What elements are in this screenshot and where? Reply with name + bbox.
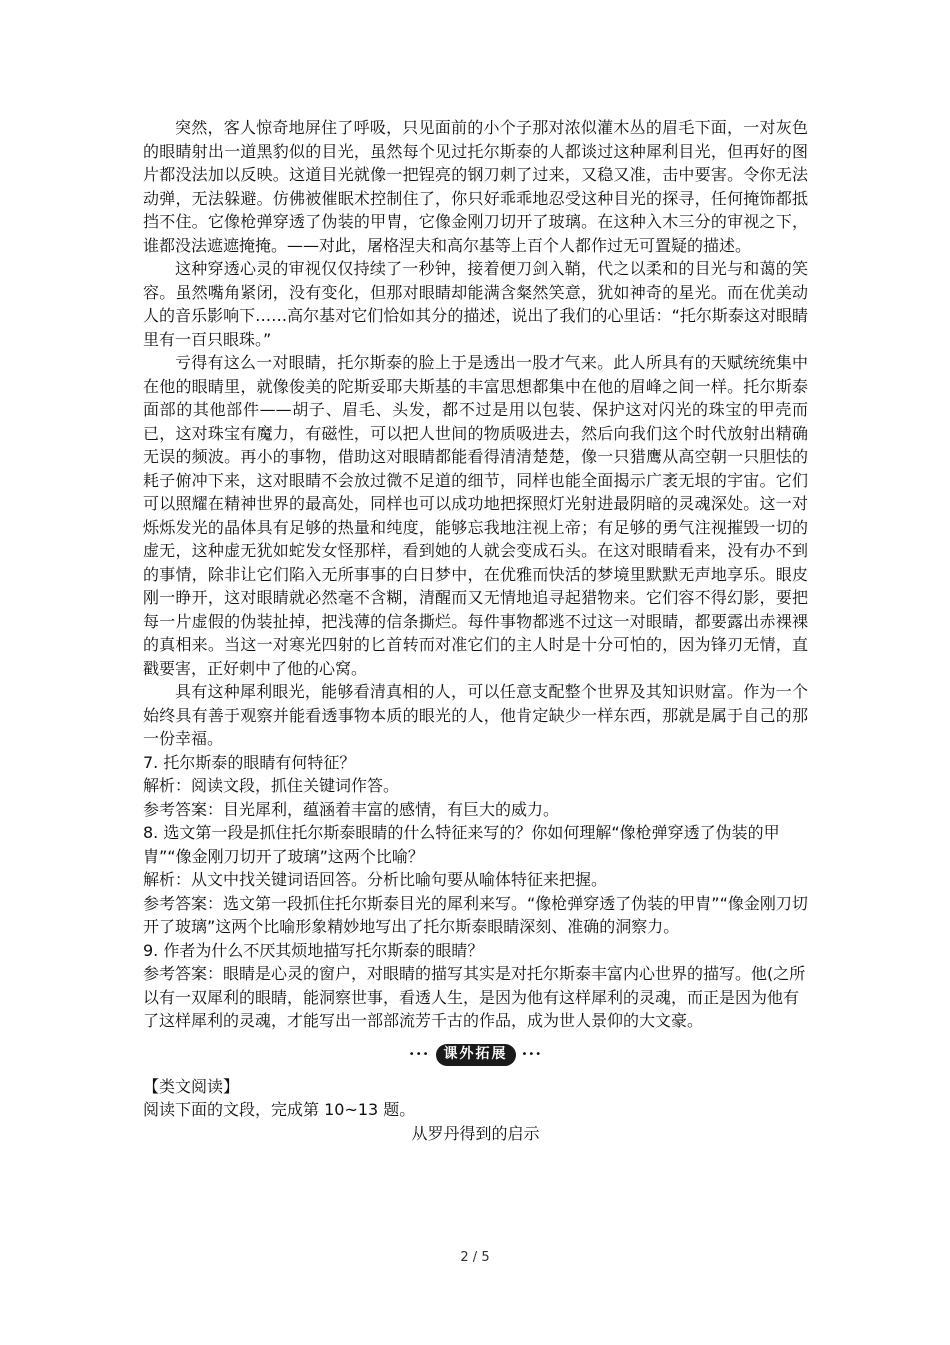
answer-8: 参考答案：选文第一段抓住托尔斯泰目光的犀利来写。“像枪弹穿透了伪装的甲胄”“像金刚刀切开了玻璃”这两个比喻形象精妙地写出了托尔斯泰眼睛深刻、准确的洞察力。 xyxy=(143,893,808,936)
section-divider xyxy=(143,1043,808,1067)
extension-badge: 课外拓展 xyxy=(436,1044,516,1066)
document-body xyxy=(143,116,808,1145)
analysis-7: 解析：阅读文段，抓住关键词作答。 xyxy=(143,776,400,795)
answer-9: 参考答案：眼睛是心灵的窗户，对眼睛的描写其实是对托尔斯泰丰富内心世界的描写。他(之所以有一双犀利的眼睛，能洞察世事，看透人生，是因为他有这样犀利的灵魂，而正是因为他有了这样犀利的灵魂，才能写出一部部流芳千古的作品，成为世人景仰的大文豪。 xyxy=(143,964,806,1030)
question-9: 9. 作者为什么不厌其烦地描写托尔斯泰的眼睛？ xyxy=(143,940,484,960)
paragraph-4: 具有这种犀利眼光，能够看清真相的人，可以任意支配整个世界及其知识财富。作为一个始终具有善于观察并能看透事物本质的眼光的人，他肯定缺少一样东西，那就是属于自己的那一份幸福。 xyxy=(143,682,808,748)
answer-7: 参考答案：目光犀利，蕴涵着丰富的感情，有巨大的威力。 xyxy=(143,799,560,819)
question-8: 8. 选文第一段是抓住托尔斯泰眼睛的什么特征来写的？你如何理解“像枪弹穿透了伪装的甲胄”“像金刚刀切开了玻璃”这两个比喻？ xyxy=(143,823,780,866)
section-instruction: 阅读下面的文段，完成第 10~13 题。 xyxy=(143,1100,416,1119)
divider-dots-left: ••• xyxy=(408,1048,430,1060)
paragraph-1: 突然，客人惊奇地屏住了呼吸，只见面前的小个子那对浓似灌木丛的眉毛下面，一对灰色的眼睛射出一道黑豹似的目光，虽然每个见过托尔斯泰的人都谈过这种犀利目光，但再好的图片都没法加以反映。这道目光就像一把锃亮的钢刀刺了过来，又稳又准，击中要害。令你无法动弹，无法躲避。仿佛被催眠术控制住了，你只好乖乖地忍受这种目光的探寻，任何掩饰都抵挡不住。它像枪弹穿透了伪装的甲胄，它像金刚刀切开了玻璃。在这种入木三分的审视之下，谁都没法遮遮掩掩。——对此，屠格涅夫和高尔基等上百个人都作过无可置疑的描述。 xyxy=(143,118,808,255)
question-7: 7. 托尔斯泰的眼睛有何特征？ xyxy=(143,752,356,772)
divider-dots-right: ••• xyxy=(521,1048,543,1060)
page-number: 2 / 5 xyxy=(460,1250,490,1265)
article-title: 从罗丹得到的启示 xyxy=(411,1123,540,1143)
section-heading: 【类文阅读】 xyxy=(143,1076,240,1096)
paragraph-3: 亏得有这么一对眼睛，托尔斯泰的脸上于是透出一股才气来。此人所具有的天赋统统集中在他的眼睛里，就像俊美的陀斯妥耶夫斯基的丰富思想都集中在他的眉峰之间一样。托尔斯泰面部的其他部件——胡子、眉毛、头发，都不过是用以包装、保护这对闪光的珠宝的甲壳而已，这对珠宝有魔力，有磁性，可以把人世间的物质吸进去，然后向我们这个时代放射出精确无误的频波。再小的事物，借助这对眼睛都能看得清清楚楚，像一只猎鹰从高空朝一只胆怯的耗子俯冲下来，这对眼睛不会放过微不足道的细节，同样也能全面揭示广袤无垠的宇宙。它们可以照耀在精神世界的最高处，同样也可以成功地把探照灯光射进最阴暗的灵魂深处。这一对烁烁发光的晶体具有足够的热量和纯度，能够忘我地注视上帝；有足够的勇气注视摧毁一切的虚无，这种虚无犹如蛇发女怪那样，看到她的人就会变成石头。在这对眼睛看来，没有办不到的事情，除非让它们陷入无所事事的白日梦中，在优雅而快活的梦境里默默无声地享乐。眼皮刚一睁开，这对眼睛就必然毫不含糊，清醒而又无情地追寻起猎物来。它们容不得幻影，要把每一片虚假的伪装扯掉，把浅薄的信条撕烂。每件事物都逃不过这一对眼睛，都要露出赤裸裸的真相来。当这一对寒光四射的匕首转而对准它们的主人时是十分可怕的，因为锋刃无情，直戳要害，正好刺中了他的心窝。 xyxy=(143,353,808,678)
paragraph-2: 这种穿透心灵的审视仅仅持续了一秒钟，接着便刀剑入鞘，代之以柔和的目光与和蔼的笑容。虽然嘴角紧闭，没有变化，但那对眼睛却能满含粲然笑意，犹如神奇的星光。而在优美动人的音乐影响下……高尔基对它们恰如其分的描述，说出了我们的心里话：“托尔斯泰这对眼睛里有一百只眼珠。” xyxy=(143,259,808,349)
analysis-8: 解析：从文中找关键词语回答。分析比喻句要从喻体特征来把握。 xyxy=(143,870,608,889)
